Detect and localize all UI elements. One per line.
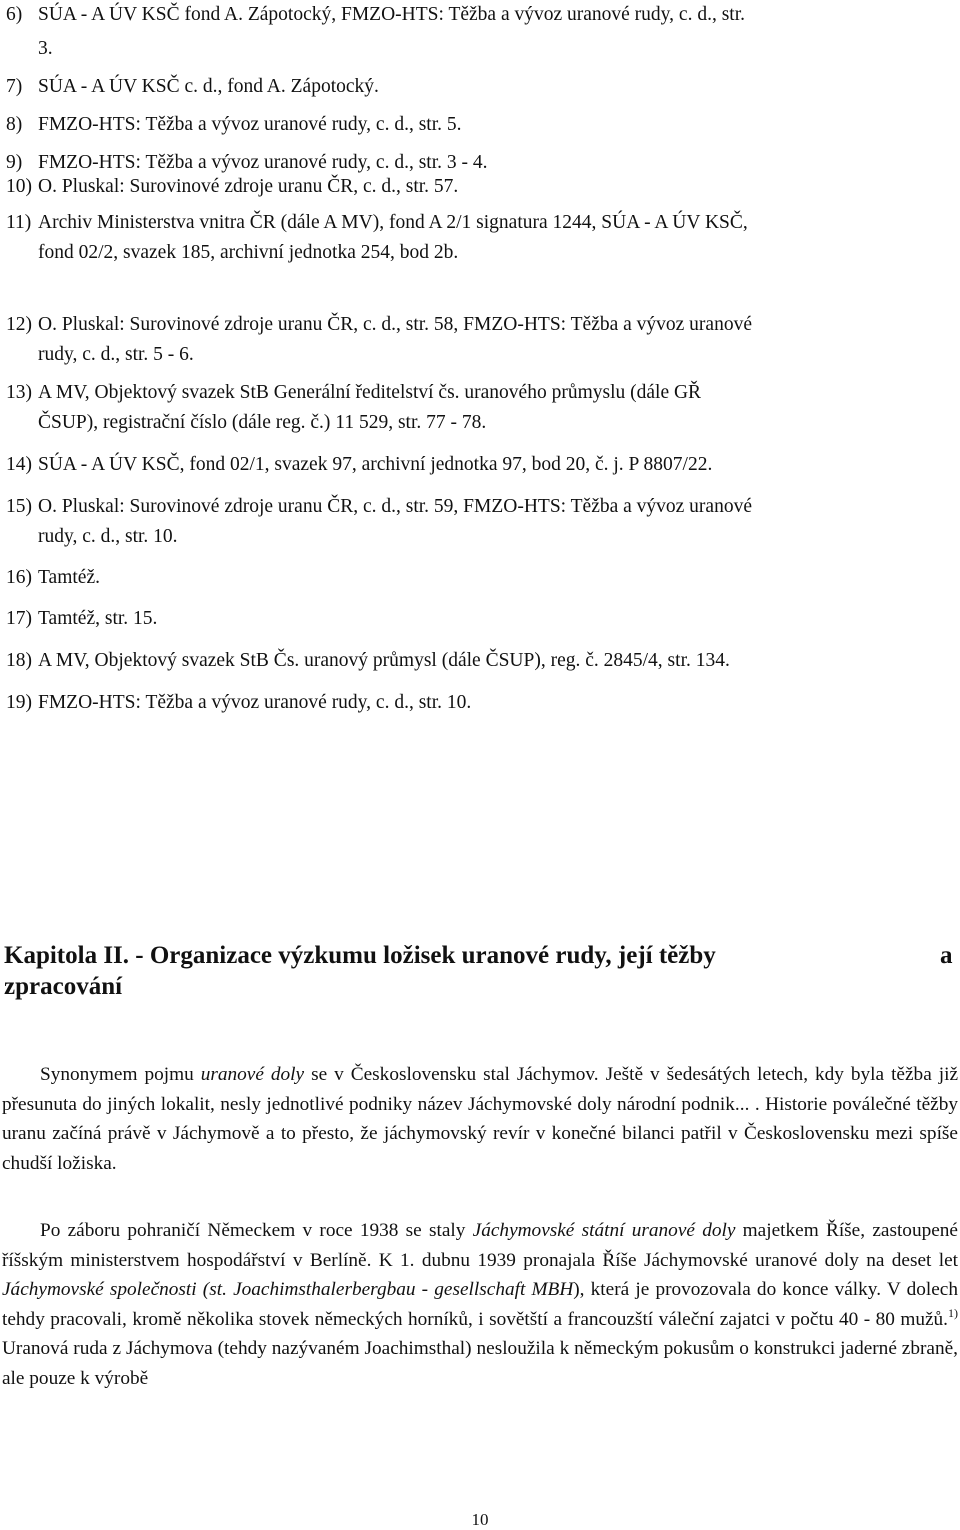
chapter-title-line2: zpracování <box>4 973 123 1000</box>
footnote-number: 18) <box>6 650 32 671</box>
emphasis: Jáchymovské státní uranové doly <box>472 1220 736 1241</box>
paragraph-2 <box>2 1216 958 1393</box>
footnote-text: FMZO-HTS: Těžba a vývoz uranové rudy, c. d., str. 5. <box>38 114 462 135</box>
footnote-text: O. Pluskal: Surovinové zdroje uranu ČR, c. d., str. 58, FMZO-HTS: Těžba a vývoz uranové <box>38 314 752 335</box>
footnote-text: A MV, Objektový svazek StB Čs. uranový průmysl (dále ČSUP), reg. č. 2845/4, str. 134. <box>38 650 730 671</box>
footnote-number: 13) <box>6 382 32 403</box>
footnote-text: SÚA - A ÚV KSČ, fond 02/1, svazek 97, archivní jednotka 97, bod 20, č. j. P 8807/22. <box>38 454 713 475</box>
footnote-text: 3. <box>38 38 53 59</box>
footnote-number: 7) <box>6 76 23 97</box>
footnote-text: ČSUP), registrační číslo (dále reg. č.) 11 529, str. 77 - 78. <box>38 412 487 433</box>
text-run: se v Československu stal Jáchymov. Ještě v šedesátých letech, kdy byla těžba již přesunuta do jiných lokalit, nesly jednotlivé podniky název Jáchymovské doly národní podnik... . Historie poválečné těžby uranu začíná právě v Jáchymově a to přesto, že jáchymovský revír v konečné bilanci patřil v Československu mezi spíše chudší ložiska. <box>2 1064 959 1174</box>
chapter-title-line1: Kapitola II. - Organizace výzkumu ložisek uranové rudy, její těžby <box>4 942 716 969</box>
text-run: Po záboru pohraničí Německem v roce 1938 se staly <box>40 1220 473 1241</box>
footnote-text: A MV, Objektový svazek StB Generální ředitelství čs. uranového průmyslu (dále GŘ <box>38 382 702 403</box>
emphasis: uranové doly <box>200 1064 305 1085</box>
text-run: Synonymem pojmu <box>40 1064 201 1085</box>
chapter-heading <box>4 940 960 1002</box>
footnote-number: 11) <box>6 212 32 233</box>
footnote-number: 9) <box>6 152 23 173</box>
footnote-text: Archiv Ministerstva vnitra ČR (dále A MV), fond A 2/1 signatura 1244, SÚA - A ÚV KSČ, <box>38 212 748 233</box>
footnote-text: rudy, c. d., str. 5 - 6. <box>38 344 194 365</box>
footnote-text: O. Pluskal: Surovinové zdroje uranu ČR, c. d., str. 57. <box>38 176 459 197</box>
page-number: 10 <box>471 1510 489 1529</box>
footnote-number: 12) <box>6 314 32 335</box>
footnote-text: Tamtéž. <box>38 567 100 588</box>
emphasis: Jáchymovské společnosti (st. Joachimsthalerbergbau - gesellschaft MBH <box>2 1279 574 1300</box>
footnote-number: 14) <box>6 454 32 475</box>
footnote-text: FMZO-HTS: Těžba a vývoz uranové rudy, c. d., str. 10. <box>38 692 472 713</box>
text-run: majetkem Říše, zastoupené říšským ministerstvem hospodářství v Berlíně. K 1. dubnu 1939 pronajala Říše Jáchymovské uranové doly na deset let <box>2 1220 958 1271</box>
footnote-number: 16) <box>6 567 32 588</box>
footnote-text: Tamtéž, str. 15. <box>38 608 158 629</box>
footnote-text: FMZO-HTS: Těžba a vývoz uranové rudy, c. d., str. 3 - 4. <box>38 152 488 173</box>
footnote-text: rudy, c. d., str. 10. <box>38 526 178 547</box>
footnote-number: 19) <box>6 692 32 713</box>
footnote-number: 8) <box>6 114 23 135</box>
footnote-text: SÚA - A ÚV KSČ fond A. Zápotocký, FMZO-HTS: Těžba a vývoz uranové rudy, c. d., str. <box>38 4 745 25</box>
text-run: ), která je provozovala do konce války. V dolech tehdy pracovali, kromě několika stovek německých horníků, i sovětští a francouzští váleční zajatci v počtu 40 - 80 mužů. <box>2 1279 958 1330</box>
text-run: Uranová ruda z Jáchymova (tehdy nazývaném Joachimsthal) nesloužila k německým pokusům o konstrukci jaderné zbraně, ale pouze k výrobě <box>2 1338 958 1389</box>
chapter-title-conjunction: a <box>940 942 953 969</box>
footnote-number: 17) <box>6 608 32 629</box>
footnote-text: fond 02/2, svazek 185, archivní jednotka 254, bod 2b. <box>38 242 459 263</box>
footnote-number: 15) <box>6 496 32 517</box>
footnote-number: 10) <box>6 176 32 197</box>
paragraph-1 <box>2 1060 958 1178</box>
footnote-text: O. Pluskal: Surovinové zdroje uranu ČR, c. d., str. 59, FMZO-HTS: Těžba a vývoz uranové <box>38 496 752 517</box>
footnote-text: SÚA - A ÚV KSČ c. d., fond A. Zápotocký. <box>38 76 379 97</box>
footnote-number: 6) <box>6 4 23 25</box>
footnote-reference: 1) <box>948 1305 958 1320</box>
